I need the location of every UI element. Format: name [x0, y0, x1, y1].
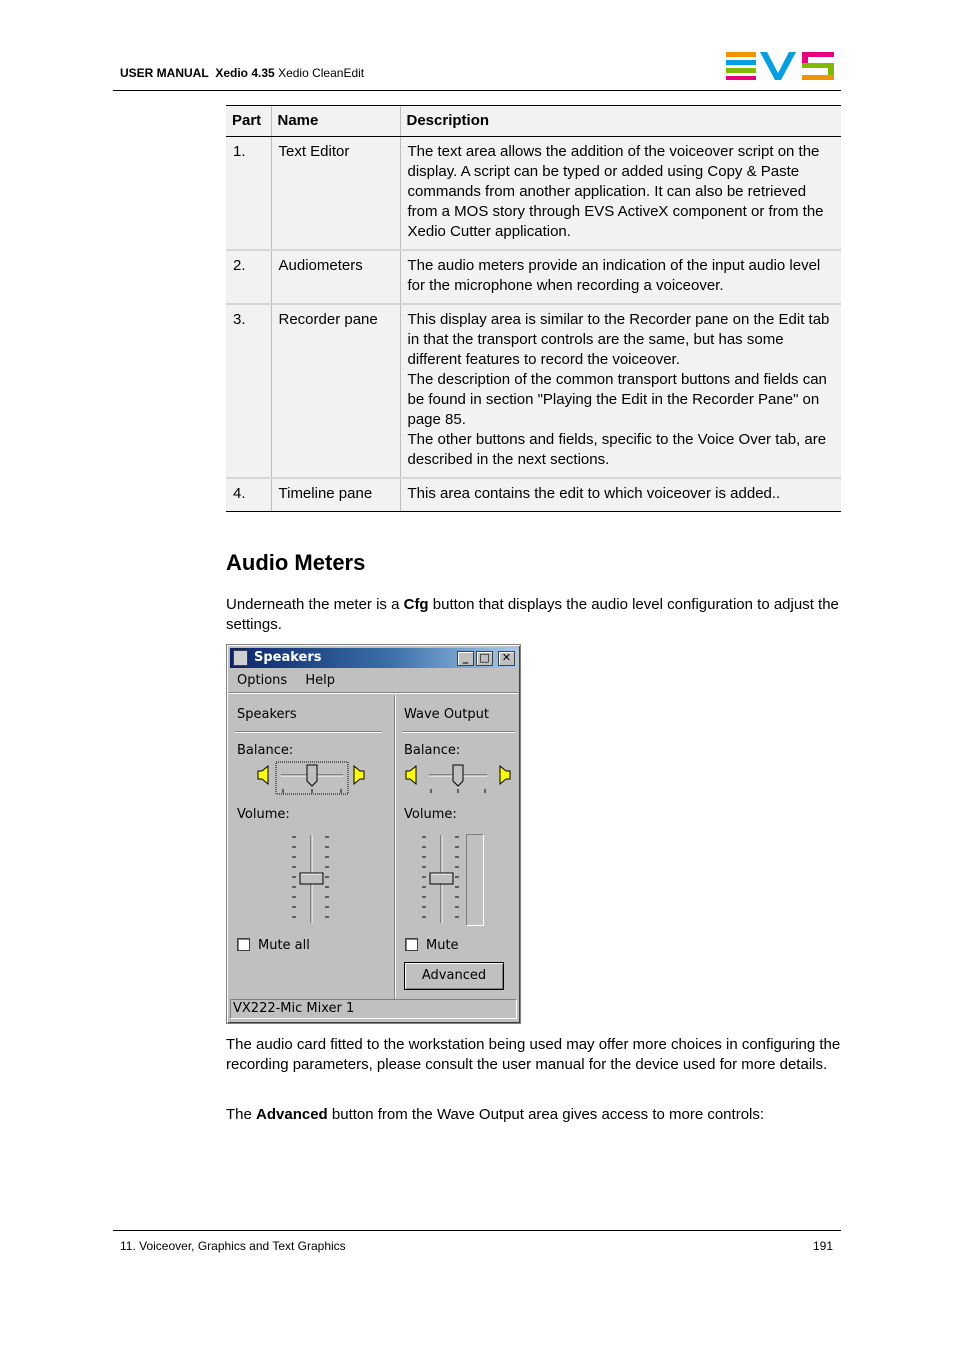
- desc-line: The audio meters provide an indication of the input audio level for the microphone when recording a voiceover.: [407, 257, 821, 294]
- speakers-volume-slider[interactable]: [287, 833, 337, 925]
- column-divider: [394, 695, 396, 1000]
- cell-description: [400, 137, 841, 251]
- parts-table: [226, 105, 841, 512]
- wave-output-heading: Wave Output: [404, 707, 489, 722]
- advanced-term: Advanced: [256, 1106, 328, 1123]
- table-row: [226, 304, 841, 478]
- desc-line: This display area is similar to the Recorder pane on the Edit tab in that the transport controls are the same, but has some different features to record the voiceover.: [407, 311, 830, 368]
- intro-text-end: button that displays the audio level configuration to adjust the settings.: [226, 596, 839, 633]
- mute-label: Mute: [426, 938, 459, 953]
- cell-description: [400, 250, 841, 304]
- page-number: 191: [812, 1239, 833, 1253]
- cell-name: Audiometers: [271, 250, 400, 304]
- advanced-button[interactable]: Advanced: [404, 962, 504, 990]
- manual-label: USER MANUAL: [120, 66, 209, 80]
- speakers-balance-label: Balance:: [237, 743, 294, 758]
- col-description: Description: [400, 106, 841, 137]
- minimize-button[interactable]: _: [457, 651, 474, 666]
- desc-line: The description of the common transport buttons and fields can be found in section "Playing the Edit in the Recorder Pane" on page 85.: [407, 371, 827, 428]
- intro-text: Underneath the meter is a: [226, 596, 404, 613]
- status-bar: VX222-Mic Mixer 1: [230, 999, 517, 1019]
- cell-part: 4.: [226, 478, 271, 512]
- cell-name: Timeline pane: [271, 478, 400, 512]
- speakers-volume-label: Volume:: [237, 807, 290, 822]
- header-title: [120, 66, 364, 80]
- wave-volume-label: Volume:: [404, 807, 457, 822]
- speakers-heading: Speakers: [237, 707, 297, 722]
- evs-logo: [726, 51, 834, 81]
- dialog-titlebar: [230, 648, 517, 668]
- speaker-left-icon: [257, 765, 271, 785]
- desc-line: The text area allows the addition of the voiceover script on the display. A script can be typed or added using Copy & Paste commands from another application. It can also be retrieved from a MOS story through EVS ActiveX component or from the Xedio Cutter application.: [407, 143, 824, 240]
- wave-volume-slider[interactable]: [417, 833, 467, 925]
- cell-description: [400, 478, 841, 512]
- page-footer: [113, 1230, 841, 1254]
- audio-card-paragraph: The audio card fitted to the workstation being used may offer more choices in configuring the recording parameters, please consult the user manual for the device used for more details.: [226, 1036, 841, 1073]
- wave-level-meter: [466, 834, 484, 926]
- advanced-paragraph: [226, 1105, 841, 1125]
- section-heading: Audio Meters: [226, 550, 366, 575]
- dialog-title: Speakers: [254, 650, 322, 665]
- table-row: [226, 478, 841, 512]
- speaker-right-icon: [351, 765, 365, 785]
- mute-checkbox[interactable]: [405, 938, 418, 951]
- intro-paragraph: [226, 595, 841, 635]
- wave-balance-slider[interactable]: [425, 761, 491, 795]
- footer-chapter: 11. Voiceover, Graphics and Text Graphics: [120, 1239, 346, 1253]
- wave-balance-label: Balance:: [404, 743, 461, 758]
- desc-line: This area contains the edit to which voiceover is added..: [407, 485, 781, 502]
- desc-line: The other buttons and fields, specific to the Voice Over tab, are described in the next sections.: [407, 431, 827, 468]
- wave-heading-divider: [402, 731, 515, 733]
- menu-divider: [229, 692, 518, 694]
- speakers-balance-slider[interactable]: [275, 761, 349, 795]
- page-header: [113, 48, 841, 91]
- menu-help[interactable]: Help: [305, 673, 335, 688]
- product-name: Xedio 4.35: [215, 66, 275, 80]
- wave-speaker-left-icon: [405, 765, 419, 785]
- table-row: [226, 137, 841, 251]
- menu-options[interactable]: Options: [237, 673, 288, 688]
- close-button[interactable]: ✕: [498, 651, 515, 666]
- col-name: Name: [271, 106, 400, 137]
- speakers-dialog: [226, 644, 521, 1024]
- cell-part: 2.: [226, 250, 271, 304]
- cell-part: 3.: [226, 304, 271, 478]
- maximize-button[interactable]: □: [476, 651, 493, 666]
- module-name: Xedio CleanEdit: [278, 66, 365, 80]
- menu-bar: [237, 673, 349, 688]
- cell-description: [400, 304, 841, 478]
- cell-part: 1.: [226, 137, 271, 251]
- cell-name: Recorder pane: [271, 304, 400, 478]
- advanced-text-end: button from the Wave Output area gives access to more controls:: [327, 1106, 765, 1123]
- speaker-app-icon: [233, 650, 248, 666]
- col-part: Part: [226, 106, 271, 137]
- advanced-text: The: [226, 1106, 257, 1123]
- table-row: [226, 250, 841, 304]
- mute-all-checkbox[interactable]: [237, 938, 250, 951]
- wave-speaker-right-icon: [497, 765, 511, 785]
- mute-all-label: Mute all: [258, 938, 310, 953]
- speakers-heading-divider: [235, 731, 382, 733]
- cell-name: Text Editor: [271, 137, 400, 251]
- cfg-term: Cfg: [403, 596, 429, 613]
